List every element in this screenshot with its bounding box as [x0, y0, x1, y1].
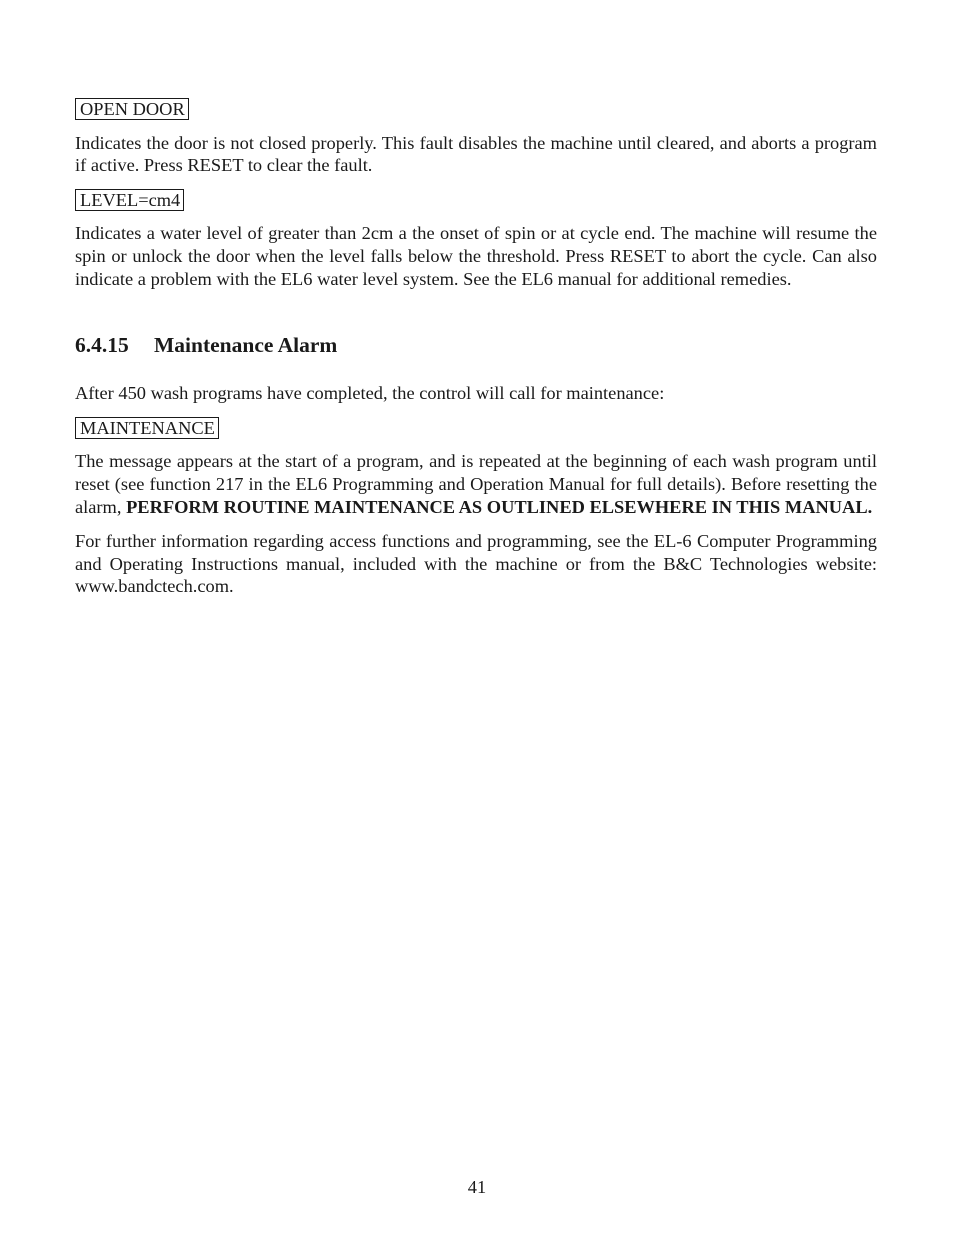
section-title: Maintenance Alarm	[154, 333, 338, 358]
page-content	[75, 98, 877, 610]
level-description: Indicates a water level of greater than 2cm a the onset of spin or at cycle end. The machine will resume the spin or unlock the door when the level falls below the threshold. Press RESET to abort the cycle. Can also indicate a problem with the EL6 water level system. See the EL6 manual for additional remedies.	[75, 223, 877, 289]
open-door-description: Indicates the door is not closed properly. This fault disables the machine until cleared, and aborts a program if active. Press RESET to clear the fault.	[75, 132, 877, 176]
maintenance-description	[75, 450, 877, 518]
open-door-code: OPEN DOOR	[75, 98, 189, 120]
page-number: 41	[467, 1177, 487, 1197]
maintenance-description-text: The message appears at the start of a program, and is repeated at the beginning of each wash program until reset (see function 217 in the EL6 Programming and Operation Manual for full details). Before resetting the alarm,	[75, 451, 877, 517]
level-code-wrap	[75, 189, 877, 212]
further-information: For further information regarding access functions and programming, see the EL-6 Computer Programming and Operating Instructions manual, included with the machine or from the B&C Technologies website: www.bandctech.com.	[75, 531, 877, 597]
maintenance-code: MAINTENANCE	[75, 417, 219, 439]
maintenance-warning: PERFORM ROUTINE MAINTENANCE AS OUTLINED ELSEWHERE IN THIS MANUAL.	[126, 496, 873, 517]
section-number: 6.4.15	[75, 333, 129, 358]
open-door-code-wrap	[75, 98, 877, 121]
maintenance-intro: After 450 wash programs have completed, the control will call for maintenance:	[75, 383, 665, 404]
maintenance-code-wrap	[75, 417, 877, 440]
level-code: LEVEL=cm4	[75, 189, 184, 211]
section-heading	[75, 332, 877, 358]
